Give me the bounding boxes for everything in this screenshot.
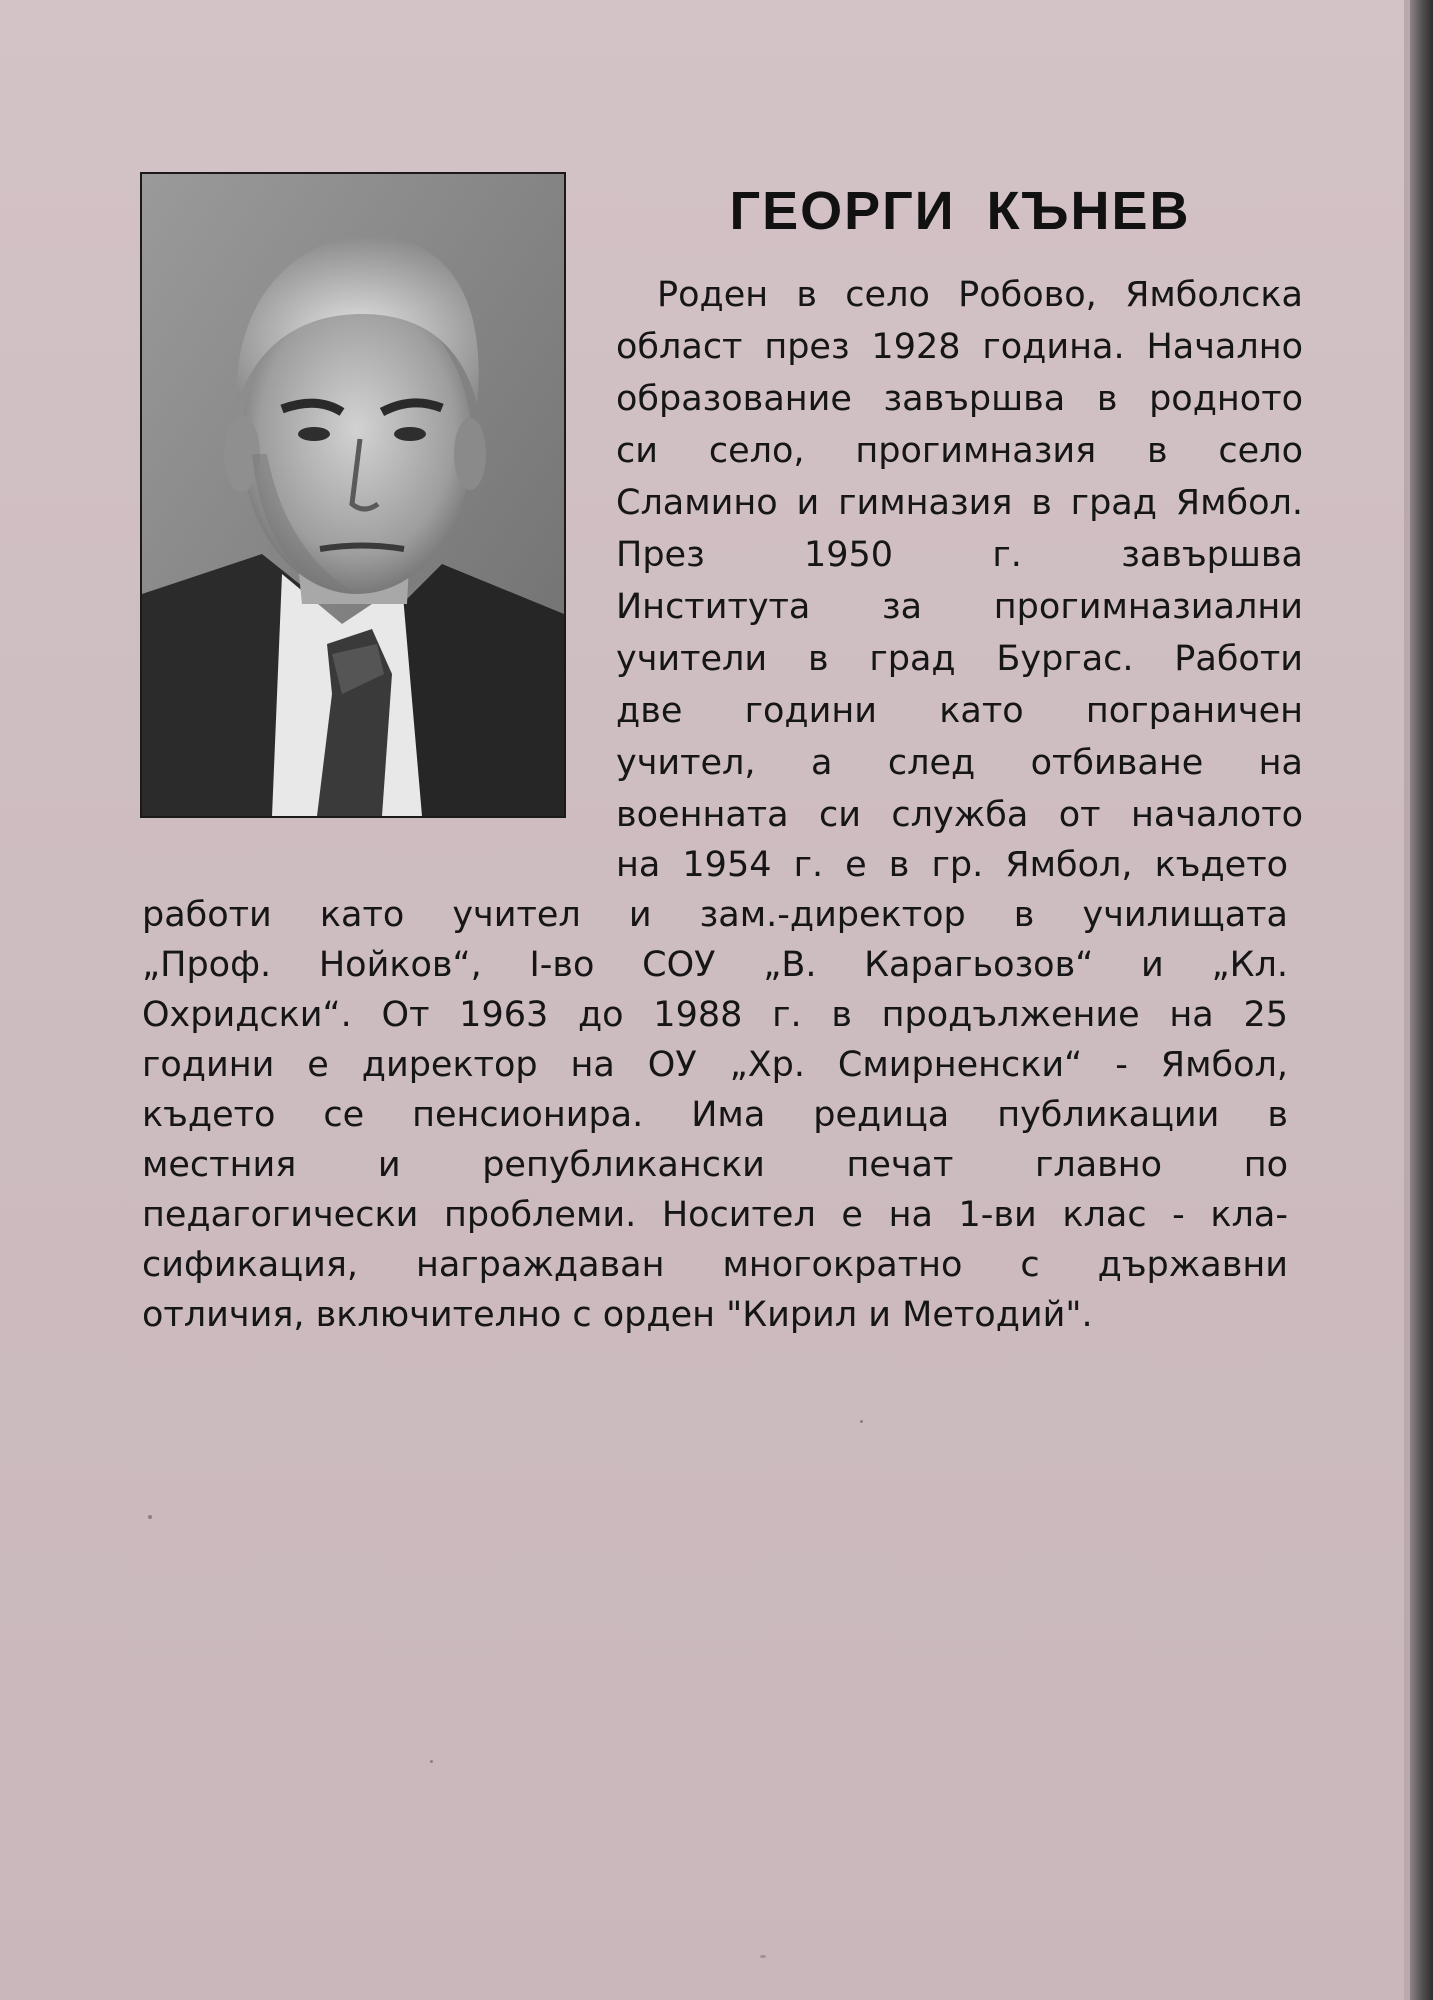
bio-line: военната си служба от началото (616, 795, 1303, 835)
bio-line: местния и републикански печат главно по (142, 1145, 1288, 1185)
book-spine-edge (1410, 0, 1433, 2000)
bio-line: отличия, включително с орден "Кирил и Методий". (142, 1295, 1093, 1335)
bio-line: „Проф. Нойков“, I-во СОУ „В. Карагьозов“ и „Кл. (142, 945, 1288, 985)
author-portrait (140, 172, 566, 818)
bio-line: учители в град Бургас. Работи (616, 639, 1303, 679)
bio-line: на 1954 г. е в гр. Ямбол, където (616, 845, 1288, 885)
bio-line: Охридски“. От 1963 до 1988 г. в продължение на 25 (142, 995, 1288, 1035)
bio-line: две години като пограничен (616, 691, 1303, 731)
author-name-title: ГЕОРГИ КЪНЕВ (729, 181, 1191, 241)
bio-line: Роден в село Робово, Ямболска (657, 275, 1303, 315)
bio-line: работи като учител и зам.-директор в училищата (142, 895, 1288, 935)
bio-line: През 1950 г. завършва (616, 535, 1303, 575)
bio-line: педагогически проблеми. Носител е на 1-ви клас - кла- (142, 1195, 1288, 1235)
bio-line: образование завършва в родното (616, 379, 1303, 419)
paper-speck (860, 1420, 863, 1423)
bio-line: учител, а след отбиване на (616, 743, 1303, 783)
bio-line: Института за прогимназиални (616, 587, 1303, 627)
bio-line: сификация, награждаван многократно с държавни (142, 1245, 1288, 1285)
bio-line: Сламино и гимназия в град Ямбол. (616, 483, 1303, 523)
author-portrait-image (142, 174, 564, 816)
bio-line: си село, прогимназия в село (616, 431, 1303, 471)
paper-speck (430, 1760, 433, 1763)
bio-line: години е директор на ОУ „Хр. Смирненски“ - Ямбол, (142, 1045, 1288, 1085)
paper-crease (760, 1955, 766, 1958)
paper-speck (148, 1515, 152, 1519)
bio-line: област през 1928 година. Начално (616, 327, 1303, 367)
bio-line: където се пенсионира. Има редица публикации в (142, 1095, 1288, 1135)
